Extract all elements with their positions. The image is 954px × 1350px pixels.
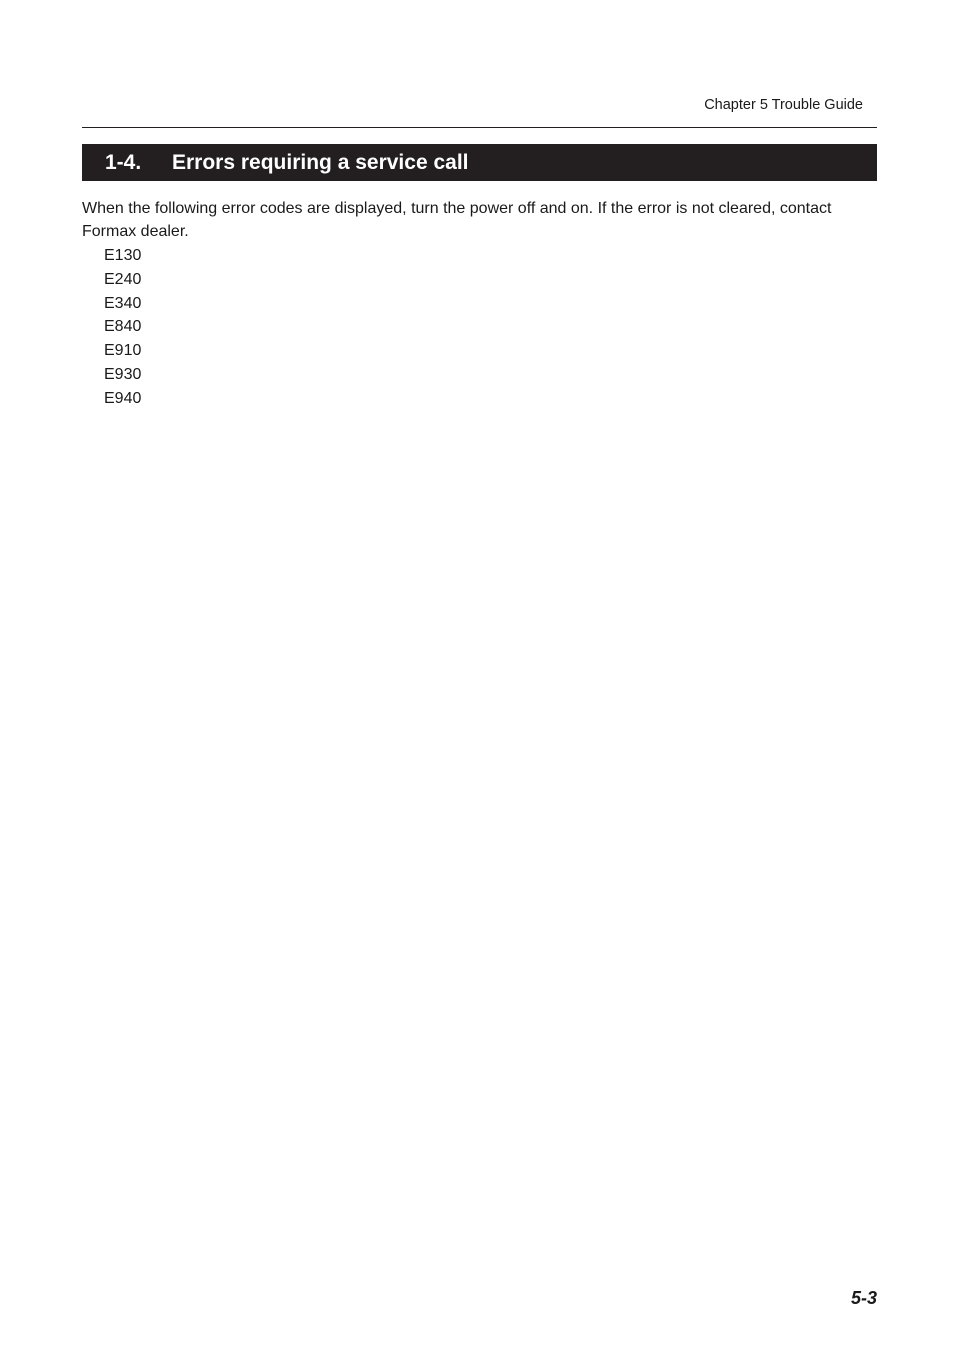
error-code: E840 (104, 318, 142, 336)
error-code: E940 (104, 389, 142, 407)
error-code: E910 (104, 342, 142, 360)
running-header: Chapter 5 Trouble Guide (704, 97, 863, 113)
header-rule (82, 127, 877, 128)
error-code: E240 (104, 270, 142, 288)
error-code: E930 (104, 365, 142, 383)
intro-paragraph: When the following error codes are displayed, turn the power off and on. If the error is not cleared, contact Formax dealer. (82, 200, 832, 240)
error-code: E340 (104, 294, 142, 312)
section-heading (82, 144, 877, 181)
page-number: 5-3 (850, 1288, 877, 1308)
error-code: E130 (104, 247, 142, 264)
error-code-list (104, 244, 141, 411)
section-number: 1-4. (105, 150, 142, 174)
section-title: Errors requiring a service call (172, 150, 469, 174)
